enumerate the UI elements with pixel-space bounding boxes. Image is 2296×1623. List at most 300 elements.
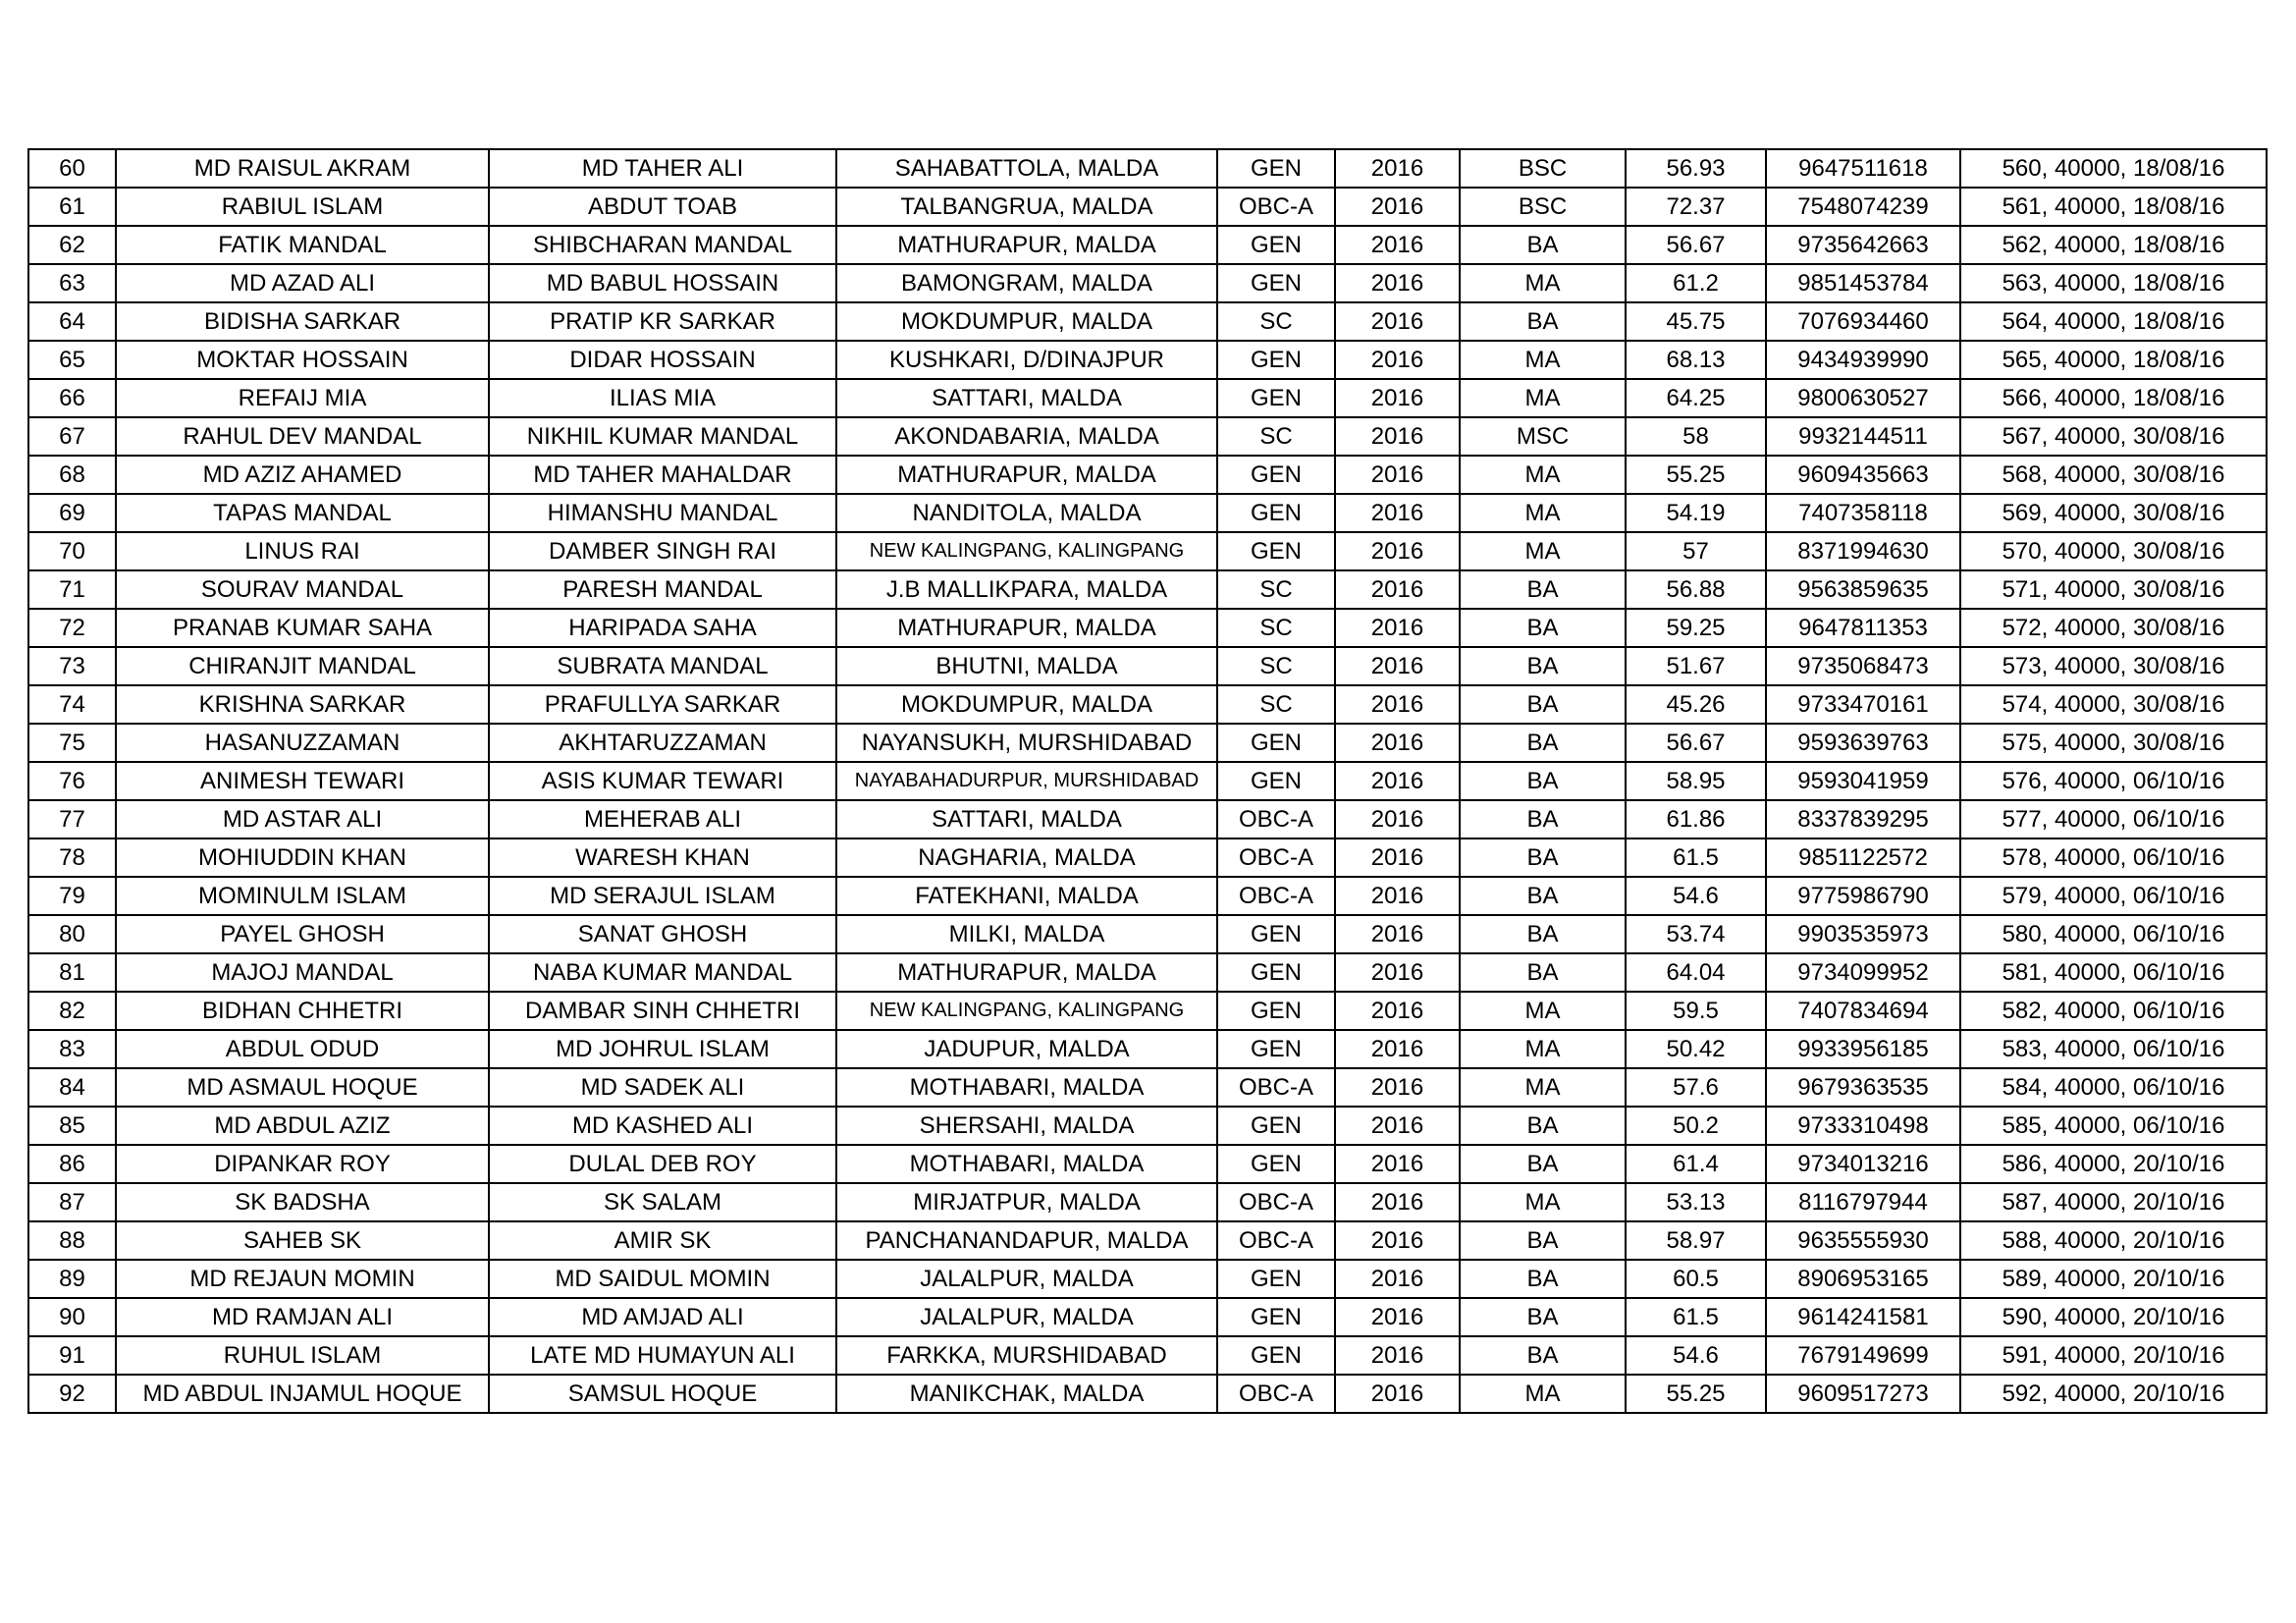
serial-number-cell: 76 xyxy=(28,762,116,800)
year-cell: 2016 xyxy=(1335,188,1460,226)
reference-cell: 584, 40000, 06/10/16 xyxy=(1960,1068,2267,1107)
table-row xyxy=(28,647,2267,685)
reference-cell: 592, 40000, 20/10/16 xyxy=(1960,1375,2267,1413)
serial-number-cell: 66 xyxy=(28,379,116,417)
qualification-cell: BA xyxy=(1460,915,1626,953)
qualification-cell: MA xyxy=(1460,264,1626,302)
serial-number-cell: 62 xyxy=(28,226,116,264)
address-cell: SATTARI, MALDA xyxy=(836,379,1217,417)
percentage-cell: 59.5 xyxy=(1626,992,1766,1030)
category-cell: OBC-A xyxy=(1217,1068,1335,1107)
guardian-name-cell: AMIR SK xyxy=(489,1221,836,1260)
phone-number-cell: 9434939990 xyxy=(1766,341,1960,379)
guardian-name-cell: DAMBAR SINH CHHETRI xyxy=(489,992,836,1030)
guardian-name-cell: MD JOHRUL ISLAM xyxy=(489,1030,836,1068)
reference-cell: 581, 40000, 06/10/16 xyxy=(1960,953,2267,992)
category-cell: SC xyxy=(1217,302,1335,341)
address-cell: SHERSAHI, MALDA xyxy=(836,1107,1217,1145)
qualification-cell: MA xyxy=(1460,1183,1626,1221)
percentage-cell: 60.5 xyxy=(1626,1260,1766,1298)
guardian-name-cell: PARESH MANDAL xyxy=(489,570,836,609)
guardian-name-cell: ASIS KUMAR TEWARI xyxy=(489,762,836,800)
address-cell: MATHURAPUR, MALDA xyxy=(836,953,1217,992)
name-cell: HASANUZZAMAN xyxy=(116,724,489,762)
reference-cell: 580, 40000, 06/10/16 xyxy=(1960,915,2267,953)
year-cell: 2016 xyxy=(1335,915,1460,953)
category-cell: OBC-A xyxy=(1217,1221,1335,1260)
phone-number-cell: 9614241581 xyxy=(1766,1298,1960,1336)
reference-cell: 586, 40000, 20/10/16 xyxy=(1960,1145,2267,1183)
phone-number-cell: 9933956185 xyxy=(1766,1030,1960,1068)
guardian-name-cell: MD AMJAD ALI xyxy=(489,1298,836,1336)
percentage-cell: 55.25 xyxy=(1626,456,1766,494)
reference-cell: 569, 40000, 30/08/16 xyxy=(1960,494,2267,532)
year-cell: 2016 xyxy=(1335,1030,1460,1068)
table-row xyxy=(28,609,2267,647)
reference-cell: 560, 40000, 18/08/16 xyxy=(1960,149,2267,188)
qualification-cell: BA xyxy=(1460,226,1626,264)
qualification-cell: MA xyxy=(1460,341,1626,379)
phone-number-cell: 9903535973 xyxy=(1766,915,1960,953)
year-cell: 2016 xyxy=(1335,417,1460,456)
year-cell: 2016 xyxy=(1335,762,1460,800)
year-cell: 2016 xyxy=(1335,647,1460,685)
reference-cell: 585, 40000, 06/10/16 xyxy=(1960,1107,2267,1145)
reference-cell: 590, 40000, 20/10/16 xyxy=(1960,1298,2267,1336)
guardian-name-cell: MD BABUL HOSSAIN xyxy=(489,264,836,302)
percentage-cell: 57 xyxy=(1626,532,1766,570)
qualification-cell: BA xyxy=(1460,685,1626,724)
year-cell: 2016 xyxy=(1335,1068,1460,1107)
serial-number-cell: 91 xyxy=(28,1336,116,1375)
category-cell: GEN xyxy=(1217,1030,1335,1068)
guardian-name-cell: NABA KUMAR MANDAL xyxy=(489,953,836,992)
serial-number-cell: 61 xyxy=(28,188,116,226)
year-cell: 2016 xyxy=(1335,800,1460,839)
qualification-cell: BA xyxy=(1460,647,1626,685)
phone-number-cell: 9851122572 xyxy=(1766,839,1960,877)
year-cell: 2016 xyxy=(1335,877,1460,915)
address-cell: FARKKA, MURSHIDABAD xyxy=(836,1336,1217,1375)
year-cell: 2016 xyxy=(1335,1183,1460,1221)
percentage-cell: 55.25 xyxy=(1626,1375,1766,1413)
table-row xyxy=(28,1107,2267,1145)
percentage-cell: 61.86 xyxy=(1626,800,1766,839)
year-cell: 2016 xyxy=(1335,494,1460,532)
table-row xyxy=(28,456,2267,494)
name-cell: MD ABDUL AZIZ xyxy=(116,1107,489,1145)
name-cell: PAYEL GHOSH xyxy=(116,915,489,953)
phone-number-cell: 9647811353 xyxy=(1766,609,1960,647)
year-cell: 2016 xyxy=(1335,724,1460,762)
category-cell: OBC-A xyxy=(1217,1375,1335,1413)
reference-cell: 568, 40000, 30/08/16 xyxy=(1960,456,2267,494)
serial-number-cell: 79 xyxy=(28,877,116,915)
table-row xyxy=(28,685,2267,724)
qualification-cell: BA xyxy=(1460,1260,1626,1298)
reference-cell: 561, 40000, 18/08/16 xyxy=(1960,188,2267,226)
reference-cell: 570, 40000, 30/08/16 xyxy=(1960,532,2267,570)
table-row xyxy=(28,149,2267,188)
year-cell: 2016 xyxy=(1335,1145,1460,1183)
table-row xyxy=(28,188,2267,226)
year-cell: 2016 xyxy=(1335,1298,1460,1336)
qualification-cell: MA xyxy=(1460,494,1626,532)
percentage-cell: 50.42 xyxy=(1626,1030,1766,1068)
qualification-cell: MA xyxy=(1460,992,1626,1030)
serial-number-cell: 85 xyxy=(28,1107,116,1145)
phone-number-cell: 9733470161 xyxy=(1766,685,1960,724)
percentage-cell: 58.97 xyxy=(1626,1221,1766,1260)
name-cell: BIDISHA SARKAR xyxy=(116,302,489,341)
serial-number-cell: 73 xyxy=(28,647,116,685)
serial-number-cell: 64 xyxy=(28,302,116,341)
reference-cell: 567, 40000, 30/08/16 xyxy=(1960,417,2267,456)
name-cell: MD ASMAUL HOQUE xyxy=(116,1068,489,1107)
table-row xyxy=(28,341,2267,379)
year-cell: 2016 xyxy=(1335,1107,1460,1145)
category-cell: GEN xyxy=(1217,1298,1335,1336)
percentage-cell: 53.74 xyxy=(1626,915,1766,953)
qualification-cell: MA xyxy=(1460,532,1626,570)
reference-cell: 582, 40000, 06/10/16 xyxy=(1960,992,2267,1030)
table-row xyxy=(28,494,2267,532)
table-row xyxy=(28,1298,2267,1336)
category-cell: GEN xyxy=(1217,1107,1335,1145)
name-cell: MD ABDUL INJAMUL HOQUE xyxy=(116,1375,489,1413)
table-row xyxy=(28,532,2267,570)
name-cell: MD ASTAR ALI xyxy=(116,800,489,839)
phone-number-cell: 9733310498 xyxy=(1766,1107,1960,1145)
table-row xyxy=(28,379,2267,417)
guardian-name-cell: MD TAHER MAHALDAR xyxy=(489,456,836,494)
phone-number-cell: 9635555930 xyxy=(1766,1221,1960,1260)
phone-number-cell: 9734013216 xyxy=(1766,1145,1960,1183)
table-row xyxy=(28,1375,2267,1413)
table-row xyxy=(28,1260,2267,1298)
guardian-name-cell: PRATIP KR SARKAR xyxy=(489,302,836,341)
phone-number-cell: 9775986790 xyxy=(1766,877,1960,915)
guardian-name-cell: DAMBER SINGH RAI xyxy=(489,532,836,570)
name-cell: SOURAV MANDAL xyxy=(116,570,489,609)
percentage-cell: 51.67 xyxy=(1626,647,1766,685)
percentage-cell: 45.75 xyxy=(1626,302,1766,341)
address-cell: JALALPUR, MALDA xyxy=(836,1260,1217,1298)
serial-number-cell: 63 xyxy=(28,264,116,302)
serial-number-cell: 67 xyxy=(28,417,116,456)
guardian-name-cell: WARESH KHAN xyxy=(489,839,836,877)
address-cell: MOTHABARI, MALDA xyxy=(836,1068,1217,1107)
address-cell: MILKI, MALDA xyxy=(836,915,1217,953)
category-cell: SC xyxy=(1217,609,1335,647)
guardian-name-cell: MD TAHER ALI xyxy=(489,149,836,188)
address-cell: NANDITOLA, MALDA xyxy=(836,494,1217,532)
percentage-cell: 61.2 xyxy=(1626,264,1766,302)
address-cell: NAGHARIA, MALDA xyxy=(836,839,1217,877)
guardian-name-cell: ABDUT TOAB xyxy=(489,188,836,226)
year-cell: 2016 xyxy=(1335,570,1460,609)
guardian-name-cell: DULAL DEB ROY xyxy=(489,1145,836,1183)
year-cell: 2016 xyxy=(1335,264,1460,302)
percentage-cell: 61.5 xyxy=(1626,1298,1766,1336)
qualification-cell: BA xyxy=(1460,953,1626,992)
category-cell: GEN xyxy=(1217,226,1335,264)
category-cell: GEN xyxy=(1217,532,1335,570)
phone-number-cell: 9593639763 xyxy=(1766,724,1960,762)
reference-cell: 583, 40000, 06/10/16 xyxy=(1960,1030,2267,1068)
phone-number-cell: 9679363535 xyxy=(1766,1068,1960,1107)
percentage-cell: 58 xyxy=(1626,417,1766,456)
address-cell: JALALPUR, MALDA xyxy=(836,1298,1217,1336)
reference-cell: 573, 40000, 30/08/16 xyxy=(1960,647,2267,685)
table-row xyxy=(28,800,2267,839)
serial-number-cell: 80 xyxy=(28,915,116,953)
name-cell: MOKTAR HOSSAIN xyxy=(116,341,489,379)
percentage-cell: 56.93 xyxy=(1626,149,1766,188)
year-cell: 2016 xyxy=(1335,839,1460,877)
percentage-cell: 50.2 xyxy=(1626,1107,1766,1145)
name-cell: TAPAS MANDAL xyxy=(116,494,489,532)
guardian-name-cell: MD SADEK ALI xyxy=(489,1068,836,1107)
category-cell: OBC-A xyxy=(1217,1183,1335,1221)
category-cell: SC xyxy=(1217,570,1335,609)
table-row xyxy=(28,1221,2267,1260)
reference-cell: 562, 40000, 18/08/16 xyxy=(1960,226,2267,264)
phone-number-cell: 9851453784 xyxy=(1766,264,1960,302)
name-cell: ANIMESH TEWARI xyxy=(116,762,489,800)
reference-cell: 588, 40000, 20/10/16 xyxy=(1960,1221,2267,1260)
percentage-cell: 59.25 xyxy=(1626,609,1766,647)
address-cell: MATHURAPUR, MALDA xyxy=(836,456,1217,494)
category-cell: OBC-A xyxy=(1217,877,1335,915)
name-cell: RABIUL ISLAM xyxy=(116,188,489,226)
serial-number-cell: 71 xyxy=(28,570,116,609)
category-cell: GEN xyxy=(1217,953,1335,992)
name-cell: RUHUL ISLAM xyxy=(116,1336,489,1375)
serial-number-cell: 90 xyxy=(28,1298,116,1336)
serial-number-cell: 89 xyxy=(28,1260,116,1298)
year-cell: 2016 xyxy=(1335,992,1460,1030)
category-cell: SC xyxy=(1217,647,1335,685)
phone-number-cell: 9647511618 xyxy=(1766,149,1960,188)
percentage-cell: 56.67 xyxy=(1626,724,1766,762)
name-cell: KRISHNA SARKAR xyxy=(116,685,489,724)
qualification-cell: BA xyxy=(1460,724,1626,762)
qualification-cell: BA xyxy=(1460,609,1626,647)
serial-number-cell: 88 xyxy=(28,1221,116,1260)
phone-number-cell: 7076934460 xyxy=(1766,302,1960,341)
guardian-name-cell: HIMANSHU MANDAL xyxy=(489,494,836,532)
phone-number-cell: 9609517273 xyxy=(1766,1375,1960,1413)
table-row xyxy=(28,915,2267,953)
year-cell: 2016 xyxy=(1335,609,1460,647)
category-cell: SC xyxy=(1217,417,1335,456)
category-cell: GEN xyxy=(1217,1145,1335,1183)
name-cell: CHIRANJIT MANDAL xyxy=(116,647,489,685)
qualification-cell: BA xyxy=(1460,302,1626,341)
table-row xyxy=(28,1030,2267,1068)
qualification-cell: MA xyxy=(1460,379,1626,417)
serial-number-cell: 70 xyxy=(28,532,116,570)
guardian-name-cell: SHIBCHARAN MANDAL xyxy=(489,226,836,264)
name-cell: MD RAISUL AKRAM xyxy=(116,149,489,188)
guardian-name-cell: SUBRATA MANDAL xyxy=(489,647,836,685)
serial-number-cell: 69 xyxy=(28,494,116,532)
name-cell: REFAIJ MIA xyxy=(116,379,489,417)
phone-number-cell: 8371994630 xyxy=(1766,532,1960,570)
percentage-cell: 64.25 xyxy=(1626,379,1766,417)
serial-number-cell: 75 xyxy=(28,724,116,762)
phone-number-cell: 9734099952 xyxy=(1766,953,1960,992)
address-cell: MATHURAPUR, MALDA xyxy=(836,609,1217,647)
qualification-cell: BA xyxy=(1460,762,1626,800)
name-cell: DIPANKAR ROY xyxy=(116,1145,489,1183)
guardian-name-cell: LATE MD HUMAYUN ALI xyxy=(489,1336,836,1375)
percentage-cell: 54.6 xyxy=(1626,877,1766,915)
guardian-name-cell: DIDAR HOSSAIN xyxy=(489,341,836,379)
year-cell: 2016 xyxy=(1335,1260,1460,1298)
qualification-cell: BA xyxy=(1460,1298,1626,1336)
category-cell: GEN xyxy=(1217,1336,1335,1375)
guardian-name-cell: PRAFULLYA SARKAR xyxy=(489,685,836,724)
phone-number-cell: 7548074239 xyxy=(1766,188,1960,226)
reference-cell: 565, 40000, 18/08/16 xyxy=(1960,341,2267,379)
guardian-name-cell: SAMSUL HOQUE xyxy=(489,1375,836,1413)
phone-number-cell: 7407834694 xyxy=(1766,992,1960,1030)
year-cell: 2016 xyxy=(1335,532,1460,570)
qualification-cell: BA xyxy=(1460,1145,1626,1183)
reference-cell: 578, 40000, 06/10/16 xyxy=(1960,839,2267,877)
percentage-cell: 54.19 xyxy=(1626,494,1766,532)
reference-cell: 566, 40000, 18/08/16 xyxy=(1960,379,2267,417)
table-row xyxy=(28,877,2267,915)
percentage-cell: 64.04 xyxy=(1626,953,1766,992)
phone-number-cell: 8906953165 xyxy=(1766,1260,1960,1298)
year-cell: 2016 xyxy=(1335,226,1460,264)
address-cell: NEW KALINGPANG, KALINGPANG xyxy=(836,992,1217,1030)
percentage-cell: 58.95 xyxy=(1626,762,1766,800)
serial-number-cell: 81 xyxy=(28,953,116,992)
reference-cell: 587, 40000, 20/10/16 xyxy=(1960,1183,2267,1221)
year-cell: 2016 xyxy=(1335,149,1460,188)
address-cell: J.B MALLIKPARA, MALDA xyxy=(836,570,1217,609)
table-row xyxy=(28,302,2267,341)
table-row xyxy=(28,1068,2267,1107)
table-row xyxy=(28,226,2267,264)
address-cell: FATEKHANI, MALDA xyxy=(836,877,1217,915)
percentage-cell: 53.13 xyxy=(1626,1183,1766,1221)
table-row xyxy=(28,417,2267,456)
address-cell: KUSHKARI, D/DINAJPUR xyxy=(836,341,1217,379)
serial-number-cell: 68 xyxy=(28,456,116,494)
qualification-cell: BA xyxy=(1460,877,1626,915)
address-cell: MANIKCHAK, MALDA xyxy=(836,1375,1217,1413)
year-cell: 2016 xyxy=(1335,1221,1460,1260)
percentage-cell: 61.5 xyxy=(1626,839,1766,877)
category-cell: GEN xyxy=(1217,379,1335,417)
phone-number-cell: 9609435663 xyxy=(1766,456,1960,494)
reference-cell: 575, 40000, 30/08/16 xyxy=(1960,724,2267,762)
qualification-cell: BSC xyxy=(1460,149,1626,188)
category-cell: OBC-A xyxy=(1217,839,1335,877)
phone-number-cell: 7407358118 xyxy=(1766,494,1960,532)
phone-number-cell: 9800630527 xyxy=(1766,379,1960,417)
name-cell: MOHIUDDIN KHAN xyxy=(116,839,489,877)
guardian-name-cell: AKHTARUZZAMAN xyxy=(489,724,836,762)
address-cell: NAYABAHADURPUR, MURSHIDABAD xyxy=(836,762,1217,800)
name-cell: MD AZAD ALI xyxy=(116,264,489,302)
reference-cell: 577, 40000, 06/10/16 xyxy=(1960,800,2267,839)
address-cell: BAMONGRAM, MALDA xyxy=(836,264,1217,302)
year-cell: 2016 xyxy=(1335,685,1460,724)
serial-number-cell: 60 xyxy=(28,149,116,188)
name-cell: MD REJAUN MOMIN xyxy=(116,1260,489,1298)
reference-cell: 574, 40000, 30/08/16 xyxy=(1960,685,2267,724)
name-cell: MOMINULM ISLAM xyxy=(116,877,489,915)
percentage-cell: 61.4 xyxy=(1626,1145,1766,1183)
percentage-cell: 68.13 xyxy=(1626,341,1766,379)
table-row xyxy=(28,839,2267,877)
guardian-name-cell: HARIPADA SAHA xyxy=(489,609,836,647)
address-cell: MOKDUMPUR, MALDA xyxy=(836,302,1217,341)
table-row xyxy=(28,992,2267,1030)
qualification-cell: MSC xyxy=(1460,417,1626,456)
phone-number-cell: 9735068473 xyxy=(1766,647,1960,685)
category-cell: GEN xyxy=(1217,341,1335,379)
category-cell: SC xyxy=(1217,685,1335,724)
serial-number-cell: 92 xyxy=(28,1375,116,1413)
guardian-name-cell: MD SERAJUL ISLAM xyxy=(489,877,836,915)
table-row xyxy=(28,724,2267,762)
category-cell: GEN xyxy=(1217,915,1335,953)
address-cell: TALBANGRUA, MALDA xyxy=(836,188,1217,226)
address-cell: AKONDABARIA, MALDA xyxy=(836,417,1217,456)
year-cell: 2016 xyxy=(1335,302,1460,341)
year-cell: 2016 xyxy=(1335,953,1460,992)
serial-number-cell: 84 xyxy=(28,1068,116,1107)
guardian-name-cell: MD KASHED ALI xyxy=(489,1107,836,1145)
address-cell: SATTARI, MALDA xyxy=(836,800,1217,839)
address-cell: NAYANSUKH, MURSHIDABAD xyxy=(836,724,1217,762)
table-row xyxy=(28,762,2267,800)
qualification-cell: MA xyxy=(1460,1030,1626,1068)
phone-number-cell: 9563859635 xyxy=(1766,570,1960,609)
qualification-cell: BA xyxy=(1460,1107,1626,1145)
category-cell: GEN xyxy=(1217,264,1335,302)
category-cell: GEN xyxy=(1217,149,1335,188)
category-cell: OBC-A xyxy=(1217,188,1335,226)
percentage-cell: 56.67 xyxy=(1626,226,1766,264)
percentage-cell: 45.26 xyxy=(1626,685,1766,724)
phone-number-cell: 9932144511 xyxy=(1766,417,1960,456)
qualification-cell: MA xyxy=(1460,1068,1626,1107)
category-cell: GEN xyxy=(1217,494,1335,532)
category-cell: GEN xyxy=(1217,456,1335,494)
qualification-cell: BA xyxy=(1460,570,1626,609)
name-cell: SK BADSHA xyxy=(116,1183,489,1221)
serial-number-cell: 78 xyxy=(28,839,116,877)
address-cell: SAHABATTOLA, MALDA xyxy=(836,149,1217,188)
name-cell: BIDHAN CHHETRI xyxy=(116,992,489,1030)
serial-number-cell: 86 xyxy=(28,1145,116,1183)
category-cell: GEN xyxy=(1217,1260,1335,1298)
qualification-cell: BA xyxy=(1460,1221,1626,1260)
serial-number-cell: 72 xyxy=(28,609,116,647)
serial-number-cell: 83 xyxy=(28,1030,116,1068)
table-row xyxy=(28,570,2267,609)
qualification-cell: MA xyxy=(1460,456,1626,494)
serial-number-cell: 82 xyxy=(28,992,116,1030)
